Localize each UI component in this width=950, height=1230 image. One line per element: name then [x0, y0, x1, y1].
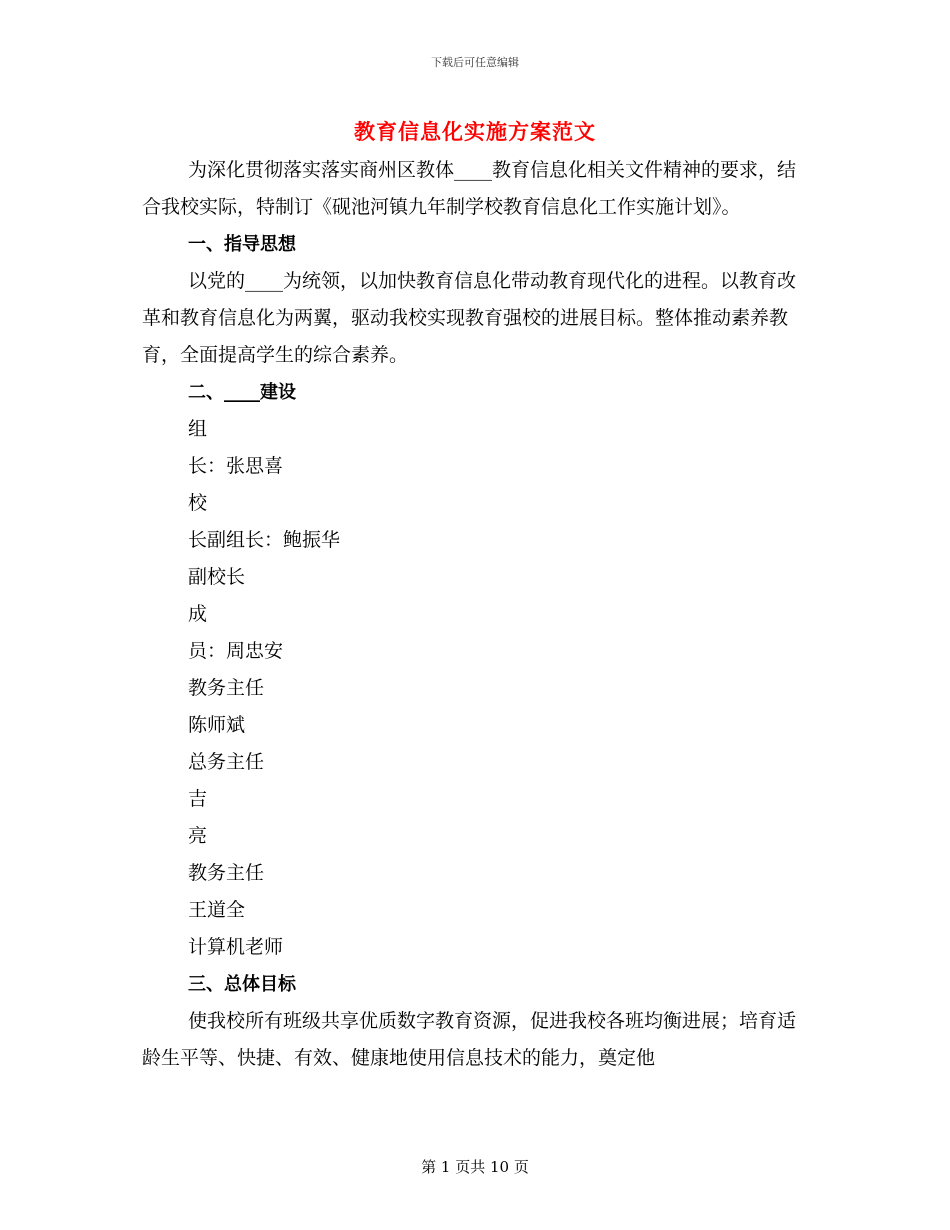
staff-line: 副校长	[188, 566, 246, 588]
staff-line: 员：周忠安	[188, 640, 284, 662]
page-footer: 第 1 页共 10 页	[421, 1158, 529, 1176]
staff-line: 成	[188, 603, 208, 625]
staff-list	[142, 411, 810, 966]
staff-line: 教务主任	[188, 862, 265, 884]
staff-line: 长：张思喜	[188, 455, 284, 477]
guiding-thought-paragraph: 以党的____为统领，以加快教育信息化带动教育现代化的进程。以教育改革和教育信息化为两翼，驱动我校实现教育强校的进展目标。整体推动素养教育，全面提高学生的综合素养。	[142, 270, 797, 366]
staff-line: 计算机老师	[188, 936, 284, 958]
document-title: 教育信息化实施方案范文	[354, 119, 596, 144]
section-heading-construction: 二、____建设	[188, 382, 296, 403]
section-heading-guiding-thought: 一、指导思想	[188, 234, 296, 255]
section-heading-overall-goal: 三、总体目标	[188, 974, 296, 995]
staff-line: 亮	[188, 825, 208, 847]
staff-line: 吉	[188, 788, 208, 810]
intro-paragraph: 为深化贯彻落实落实商州区教体____教育信息化相关文件精神的要求，结合我校实际，特制订《砚池河镇九年制学校教育信息化工作实施计划》。	[142, 159, 797, 218]
staff-line: 长副组长：鲍振华	[188, 529, 341, 551]
staff-line: 校	[188, 492, 208, 514]
overall-goal-paragraph: 使我校所有班级共享优质数字教育资源，促进我校各班均衡进展；培育适龄生平等、快捷、有效、健康地使用信息技术的能力，奠定他	[142, 1010, 797, 1069]
staff-line: 组	[188, 418, 208, 440]
staff-line: 陈师斌	[188, 714, 246, 736]
staff-line: 教务主任	[188, 677, 265, 699]
page-header: 下载后可任意编辑	[431, 56, 519, 69]
staff-line: 王道全	[188, 899, 246, 921]
document-body	[142, 152, 810, 1077]
staff-line: 总务主任	[188, 751, 265, 773]
